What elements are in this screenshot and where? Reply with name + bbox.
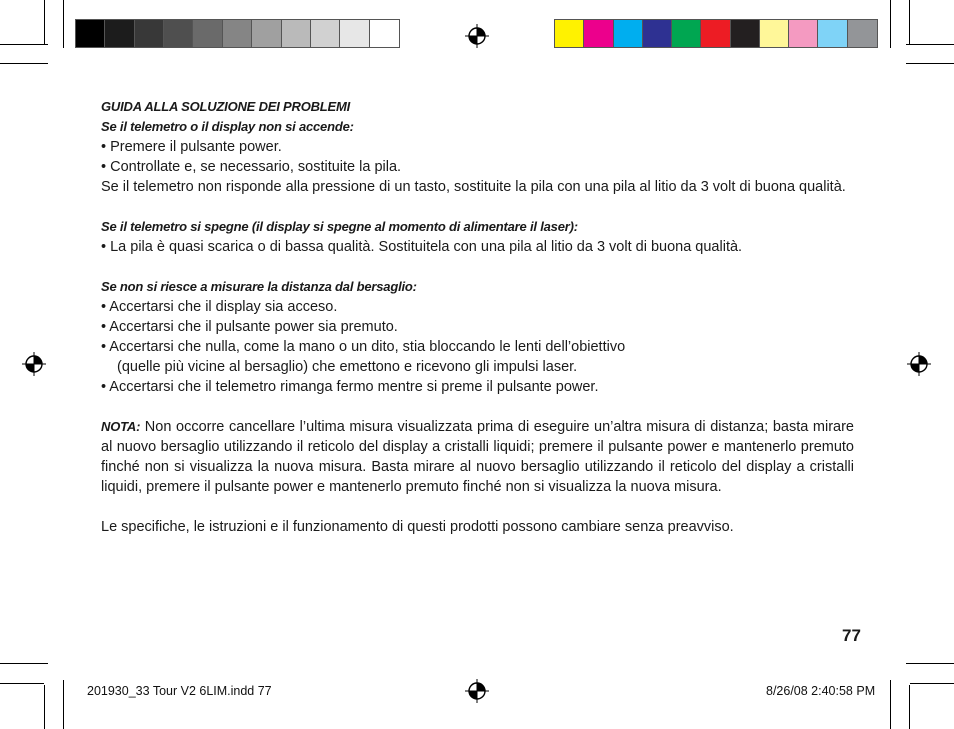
list-item: • La pila è quasi scarica o di bassa qualità. Sostituitela con una pila al litio da 3 volt di buona qualità. [101,239,743,255]
crop-mark [0,663,48,664]
list-item: • Accertarsi che il telemetro rimanga fermo mentre si preme il pulsante power. [101,379,599,395]
registration-mark-icon [465,24,489,48]
note-text: Non occorre cancellare l’ultima misura visualizzata prima di eseguire un’altra misura di distanza; basta mirare al nuovo bersaglio utilizzando il reticolo del display a cristalli liquidi; premere il pulsante power e mantenerlo premuto finché non si visualizza la nuova misura. Basta mirare al nuovo bersaglio utilizzando il reticolo del display a cristalli liquidi, premere il pulsante power e mantenerlo premuto finché non si visualizza la nuova misura. [101,419,854,495]
color-swatch [731,20,760,47]
crop-mark [910,683,954,684]
registration-mark-icon [465,679,489,703]
crop-mark [909,685,910,729]
subsection-heading: Se il telemetro si spegne (il display si spegne al momento di alimentare il laser): [101,219,578,234]
paragraph: Se il telemetro non risponde alla pressione di un tasto, sostituite la pila con una pila al litio da 3 volt di buona qualità. [101,179,846,195]
process-color-bar [554,19,878,48]
disclaimer: Le specifiche, le istruzioni e il funzionamento di questi prodotti possono cambiare senza preavviso. [101,519,734,535]
color-swatch [105,20,134,47]
crop-mark [63,680,64,729]
slug-filename: 201930_33 Tour V2 6LIM.indd 77 [87,684,272,698]
color-swatch [789,20,818,47]
color-swatch [340,20,369,47]
registration-mark-icon [22,352,46,376]
color-swatch [370,20,399,47]
list-item: • Accertarsi che nulla, come la mano o un dito, stia bloccando le lenti dell’obiettivo [101,339,626,355]
subsection-heading: Se non si riesce a misurare la distanza dal bersaglio: [101,279,417,294]
color-swatch [282,20,311,47]
crop-mark [0,44,48,45]
color-swatch [252,20,281,47]
grayscale-color-bar [75,19,400,48]
color-swatch [760,20,789,47]
crop-mark [906,663,954,664]
section-title: GUIDA ALLA SOLUZIONE DEI PROBLEMI [101,99,351,114]
color-swatch [223,20,252,47]
registration-mark-icon [907,352,931,376]
color-swatch [193,20,222,47]
crop-mark [906,44,954,45]
crop-mark [63,0,64,48]
color-swatch [311,20,340,47]
crop-mark [44,685,45,729]
list-item-continuation: (quelle più vicine al bersaglio) che emettono e ricevono gli impulsi laser. [117,359,578,375]
color-swatch [672,20,701,47]
list-item: • Accertarsi che il display sia acceso. [101,299,338,315]
subsection-heading: Se il telemetro o il display non si accende: [101,119,354,134]
troubleshooting-section [101,97,854,537]
crop-mark [909,0,910,44]
crop-mark [44,0,45,44]
color-swatch [848,20,877,47]
crop-mark [890,680,891,729]
list-item: • Controllate e, se necessario, sostituite la pila. [101,159,402,175]
color-swatch [584,20,613,47]
list-item: • Accertarsi che il pulsante power sia premuto. [101,319,398,335]
color-swatch [76,20,105,47]
color-swatch [818,20,847,47]
color-swatch [701,20,730,47]
color-swatch [555,20,584,47]
crop-mark [906,63,954,64]
crop-mark [0,63,48,64]
color-swatch [164,20,193,47]
note-paragraph [101,417,854,497]
list-item: • Premere il pulsante power. [101,139,282,155]
color-swatch [614,20,643,47]
color-swatch [643,20,672,47]
page-number: 77 [842,626,861,645]
color-swatch [135,20,164,47]
crop-mark [890,0,891,48]
slug-datetime: 8/26/08 2:40:58 PM [766,684,876,698]
crop-mark [0,683,44,684]
note-label: NOTA: [101,419,141,434]
